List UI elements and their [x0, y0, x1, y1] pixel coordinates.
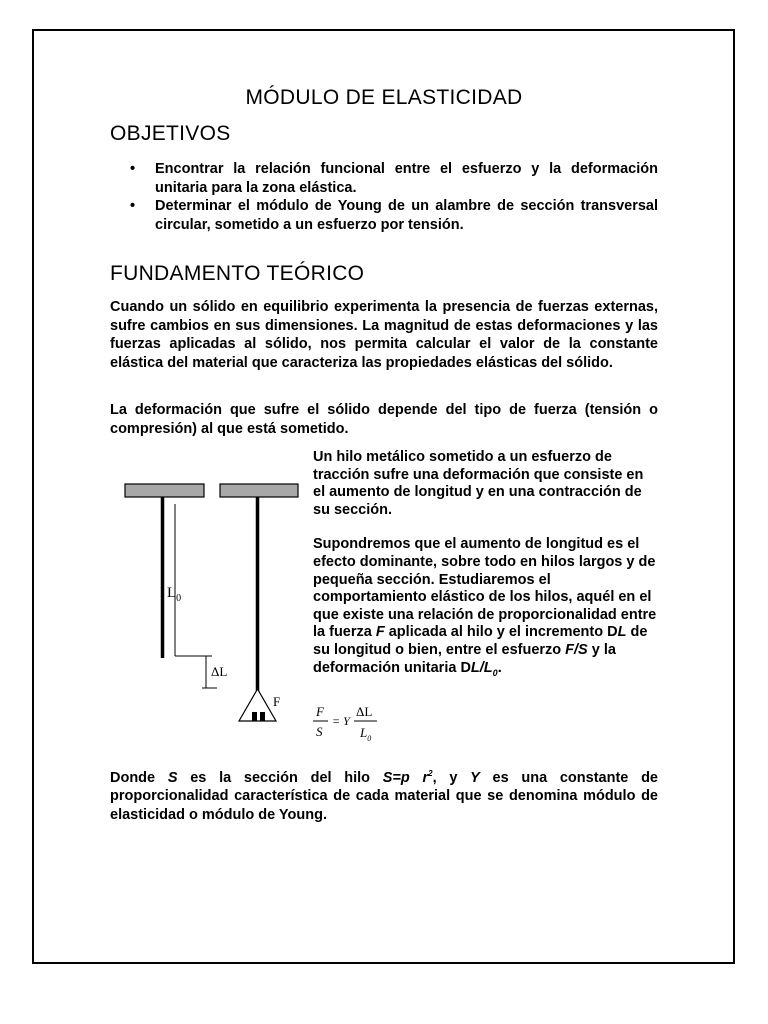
- paragraph-hilo: Un hilo metálico sometido a un esfuerzo de tracción sufre una deformación que consiste en el aumento de longitud y en una contracción de su sección.: [313, 449, 644, 518]
- weight-block: [252, 712, 257, 721]
- label-L0: $L_0$: [167, 585, 182, 604]
- paragraph-intro: Cuando un sólido en equilibrio experimenta la presencia de fuerzas externas, sufre cambios en sus dimensiones. La magnitud de estas deformaciones y las fuerzas aplicadas al sólido, nos permita calcular el valor de la constante elástica del material que caracteriza las propiedades elásticas del sólido.: [110, 299, 658, 371]
- side-text-column: [313, 449, 658, 682]
- formula-denominator-L0: $L_0$: [360, 725, 372, 743]
- right-support-bar: [220, 484, 298, 497]
- wire-diagram: [115, 470, 315, 730]
- section-heading-fundamento: FUNDAMENTO TEÓRICO: [110, 262, 365, 285]
- left-support-bar: [125, 484, 204, 497]
- formula-numerator-dL: ΔL: [356, 704, 373, 719]
- label-F: F: [273, 694, 281, 709]
- document-title: MÓDULO DE ELASTICIDAD: [245, 86, 523, 109]
- section-heading-objetivos: OBJETIVOS: [110, 122, 231, 145]
- objetivos-list: [128, 160, 658, 234]
- weight-block: [260, 712, 265, 721]
- paragraph-supondremos: Supondremos que el aumento de longitud es el efecto dominante, sobre todo en hilos largos y de pequeña sección. Estudiaremos el comportamiento elástico de los hilos, aquél en el que existe una relación de proporcionalidad entre la fuerza F aplicada al hilo y el incremento DL de su longitud o bien, entre el esfuerzo F/S y la deformación unitaria $DL/L_0$.: [313, 536, 657, 678]
- objetivo-item: • Encontrar la relación funcional entre el esfuerzo y la deformación unitaria para la zona elástica.: [128, 160, 658, 197]
- young-formula: [310, 698, 430, 748]
- paragraph-deformacion: La deformación que sufre el sólido depende del tipo de fuerza (tensión o compresión) al que está sometido.: [110, 402, 658, 437]
- label-delta-L: ΔL: [211, 664, 228, 679]
- weight-triangle: [239, 689, 276, 721]
- formula-numerator-F: F: [316, 704, 324, 719]
- formula-denominator-S: S: [316, 724, 323, 739]
- formula-equals-Y: = Y: [332, 714, 350, 728]
- objetivo-item: • Determinar el módulo de Young de un alambre de sección transversal circular, sometido a un esfuerzo por tensión.: [128, 197, 658, 234]
- paragraph-donde: Donde S es la sección del hilo S=p $r^2$, y Y es una constante de proporcionalidad característica de cada material que se denomina módulo de elasticidad o módulo de Young.: [110, 769, 658, 823]
